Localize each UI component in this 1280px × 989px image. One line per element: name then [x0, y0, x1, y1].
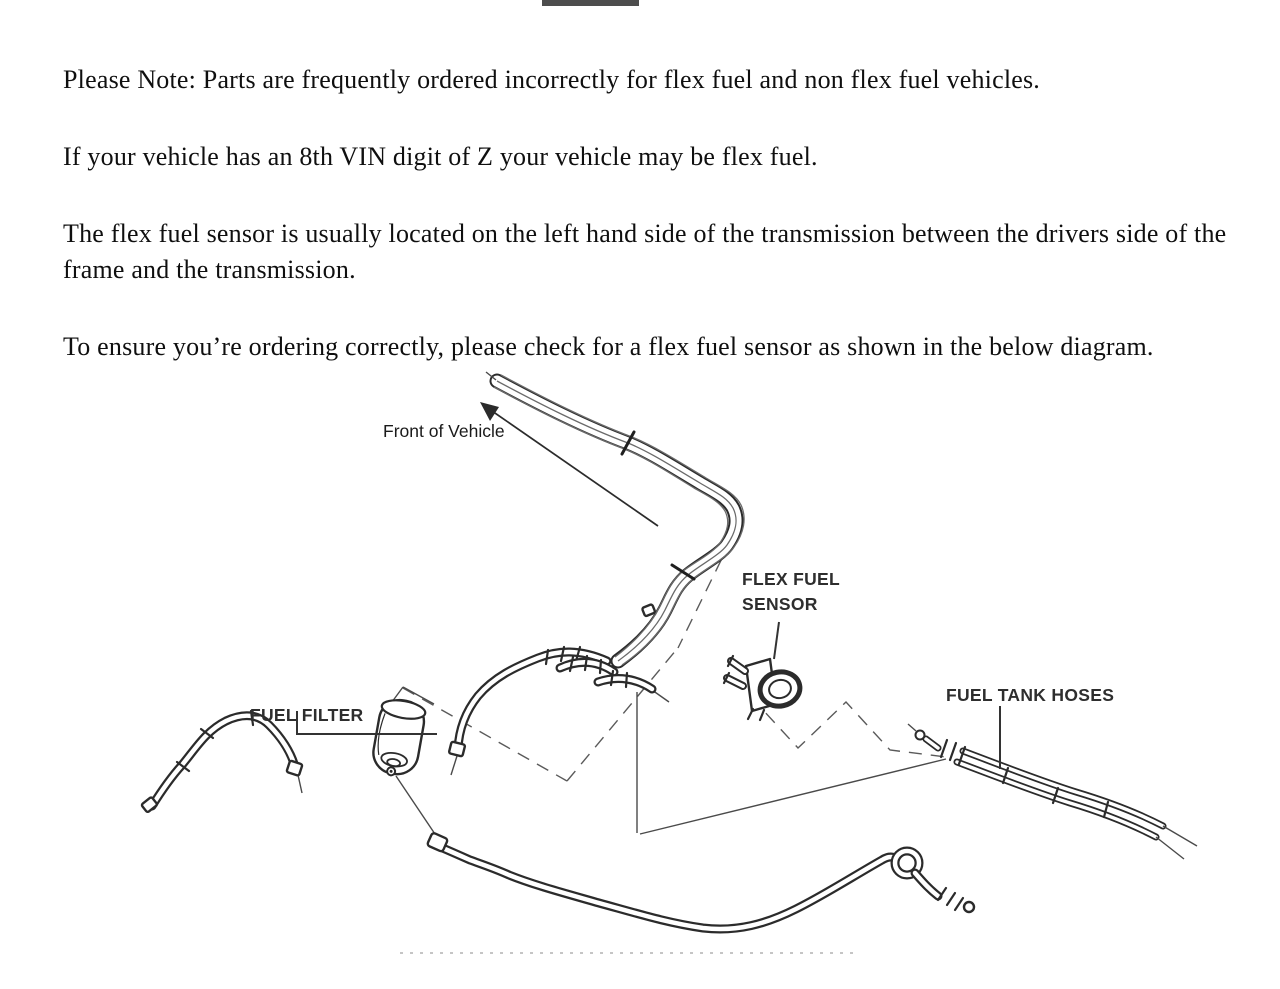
flex-fuel-sensor-label-line2: SENSOR [742, 594, 818, 614]
flex-fuel-sensor-part [724, 656, 803, 720]
fuel-system-diagram [0, 370, 1280, 989]
fuel-filter-part [370, 697, 428, 780]
top-edge-artifact [542, 0, 639, 6]
notes-section [0, 0, 1280, 365]
fuel-filter-label: FUEL FILTER [250, 705, 364, 725]
flex-fuel-sensor-label-line1: FLEX FUEL [742, 569, 840, 589]
note-paragraph-1: Please Note: Parts are frequently ordered incorrectly for flex fuel and non flex fuel vehicles. [63, 65, 1041, 94]
fuel-tank-hoses-label: FUEL TANK HOSES [946, 685, 1115, 705]
note-paragraph-4: To ensure you’re ordering correctly, please check for a flex fuel sensor as shown in the below diagram. [63, 332, 1154, 361]
note-paragraph-3: The flex fuel sensor is usually located on the left hand side of the transmission between the drivers side of the frame and the transmission. [63, 219, 1227, 284]
tank-hose-fitting [908, 724, 965, 764]
fuel-tank-hoses-part [908, 724, 1197, 859]
note-paragraph-2: If your vehicle has an 8th VIN digit of Z your vehicle may be flex fuel. [63, 142, 818, 171]
lower-fuel-line [427, 832, 974, 929]
left-hose [141, 711, 302, 813]
main-fuel-line-bundle [486, 372, 744, 665]
arrowhead-icon [480, 402, 499, 421]
front-of-vehicle-label: Front of Vehicle [383, 421, 505, 441]
